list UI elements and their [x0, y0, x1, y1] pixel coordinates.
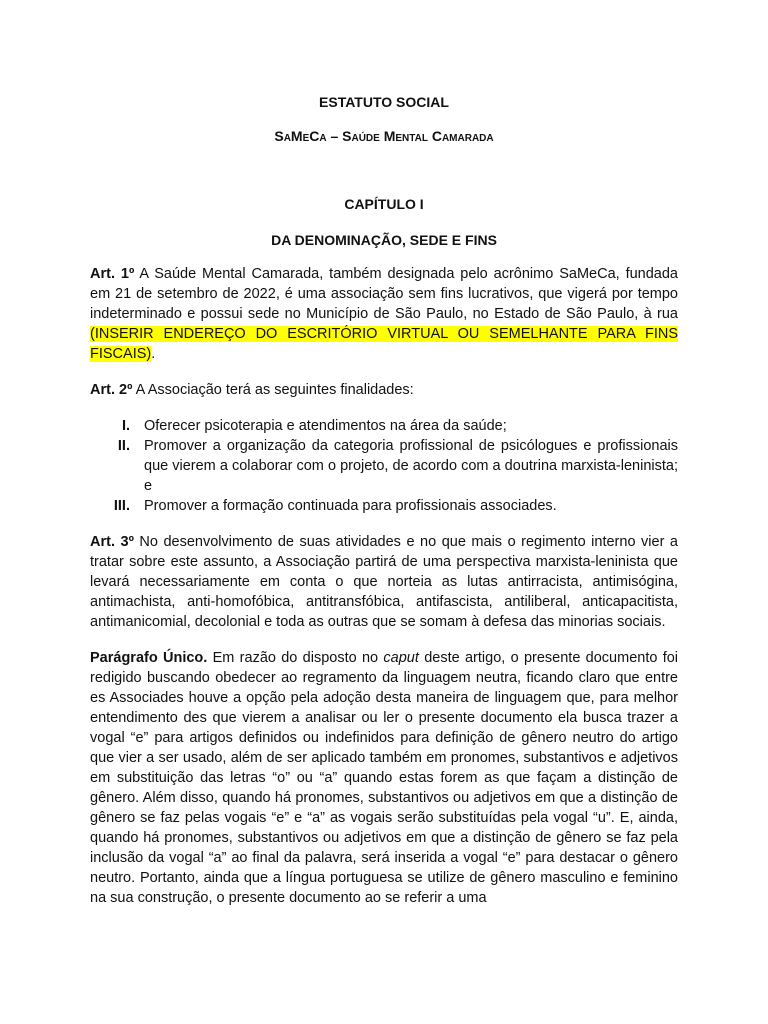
document-title: ESTATUTO SOCIAL: [319, 94, 449, 110]
article-1-text: A Saúde Mental Camarada, também designada pelo acrônimo SaMeCa, fundada em 21 de setembro de 2022, é uma associação sem fins lucrativos, que vigerá por tempo indeterminado e possui sede no Município de São Paulo, no Estado de São Paulo, à rua: [90, 266, 678, 322]
list-item: [90, 496, 678, 516]
article-3: [90, 532, 678, 632]
chapter-title: DA DENOMINAÇÃO, SEDE E FINS: [271, 232, 497, 248]
article-2-text: A Associação terá as seguintes finalidades:: [135, 382, 414, 398]
document-subtitle: SaMeCa – Saúde Mental Camarada: [274, 128, 494, 144]
list-item: [90, 436, 678, 496]
article-3-text: No desenvolvimento de suas atividades e no que mais o regimento interno vier a tratar sobre este assunto, a Associação partirá de uma perspectiva marxista-leninista que levará necessariamente em conta o que norteia as lutas antirracista, antimisógina, antimachista, anti-homofóbica, antitransfóbica, antifascista, antiliberal, anticapacitista, antimanicomial, decolonial e toda as outras que se somam à defesa das minorias sociais.: [90, 534, 678, 630]
chapter-heading: CAPÍTULO I: [344, 196, 424, 212]
article-1-label: Art. 1º: [90, 266, 135, 282]
paragrafo-unico-label: Parágrafo Único.: [90, 650, 208, 666]
article-2-list: [90, 416, 678, 516]
article-2: [90, 380, 678, 400]
list-item-text: Promover a organização da categoria profissional de psicólogues e profissionais que vierem a colaborar com o projeto, de acordo com a doutrina marxista-leninista; e: [144, 438, 678, 494]
paragrafo-unico: [90, 648, 678, 908]
paragrafo-unico-text-after: deste artigo, o presente documento foi redigido buscando obedecer ao regramento da linguagem neutra, ficando claro que entre es Associades houve a opção pela adoção desta maneira de linguagem que, para melhor entendimento des que vierem a analisar ou ler o presente documento ela busca trazer a vogal “e” para artigos definidos ou indefinidos para definição de gênero neutro do artigo que vier a ser usado, além de ser aplicado também em pronomes, substantivos e adjetivos em substituição das letras “o” ou “a” quando estas forem as que façam a distinção de gênero. Além disso, quando há pronomes, substantivos ou adjetivos em que a distinção de gênero se faz pelas vogais “e” e “a” as vogais serão substituídas pela vogal “u”. E, ainda, quando há pronomes, substantivos ou adjetivos em que a distinção de gênero se faz pela inclusão da vogal “a” ao final da palavra, será inserida a vogal “e” para destacar o gênero neutro. Portanto, ainda que a língua portuguesa se utilize de gênero masculino e feminino na sua construção, o presente documento ao se referir a uma: [90, 650, 679, 906]
list-item-numeral: III.: [113, 498, 130, 514]
list-item-text: Oferecer psicoterapia e atendimentos na área da saúde;: [144, 418, 507, 434]
list-item-numeral: II.: [117, 438, 130, 454]
article-1-highlight: (INSERIR ENDEREÇO DO ESCRITÓRIO VIRTUAL OU SEMELHANTE PARA FINS FISCAIS): [90, 326, 678, 362]
list-item: [90, 416, 678, 436]
article-1: [90, 264, 678, 364]
paragrafo-unico-text-before: Em razão do disposto no: [212, 650, 379, 666]
paragrafo-unico-italic: caput: [383, 650, 419, 666]
article-1-end: .: [151, 346, 156, 362]
list-item-numeral: I.: [121, 418, 130, 434]
list-item-text: Promover a formação continuada para profissionais associades.: [144, 498, 557, 514]
article-2-label: Art. 2º: [90, 382, 133, 398]
article-3-label: Art. 3º: [90, 534, 134, 550]
